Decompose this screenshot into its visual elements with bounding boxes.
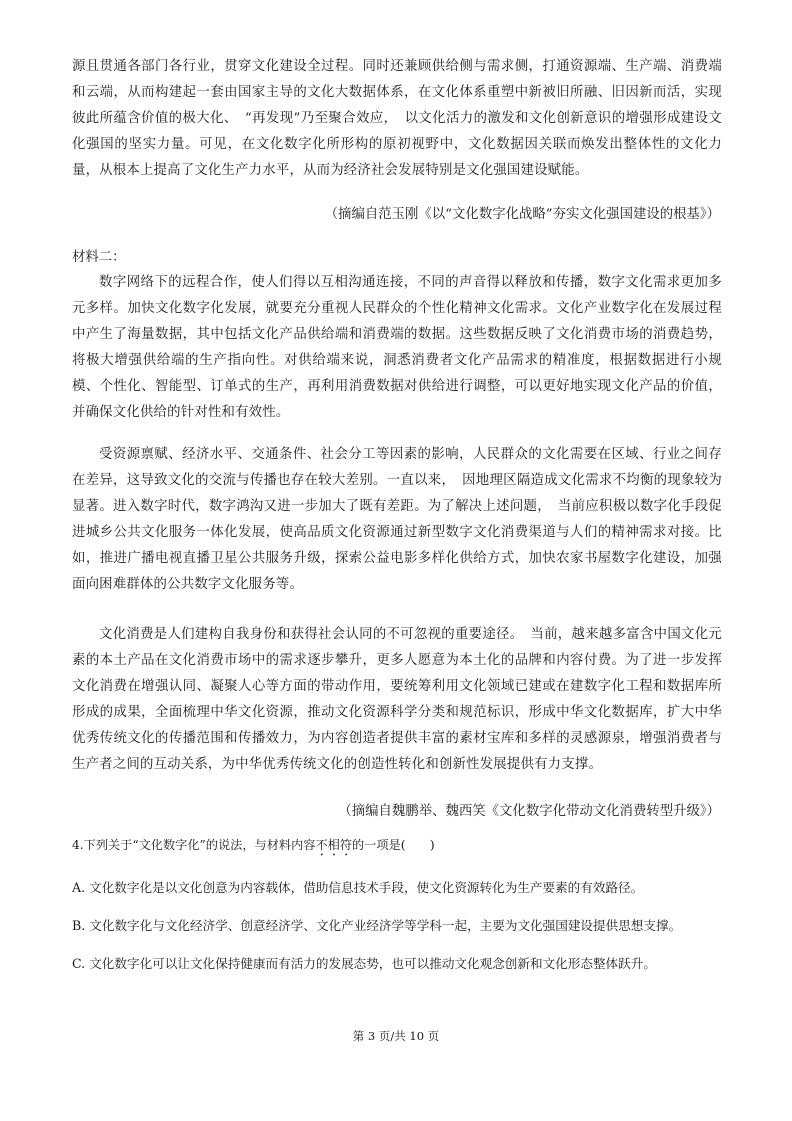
material2-paragraph-2: 受资源禀赋、经济水平、交通条件、社会分工等因素的影响，人民群众的文化需要在区域、行业之间存在差异，这导致文化的交流与传播也存在较大差别。一直以来， 因地理区隔造成文化需求不均衡的现象较为显著。进入数字时代，数字鸿沟又进一步加大了既有差距。为了解决上述问题， 当前应积极以数字化手段促进城乡公共文化服务一体化发展，使高品质文化资源通过新型数字文化消费渠道与人们的精神需求对接。比如，推进广播电视直播卫星公共服务升级，探索公益电影多样化供给方式，加快农家书屋数字化建设，加强面向困难群体的公共数字文化服务等。: [72, 447, 722, 592]
material1-tail-paragraph: 源且贯通各部门各行业，贯穿文化建设全过程。同时还兼顾供给侧与需求侧，打通资源端、生产端、消费端和云端，从而构建起一套由国家主导的文化大数据体系，在文化体系重塑中新被旧所融、旧因新而活，实现彼此所蕴含价值的极大化、 “再发现”乃至聚合效应， 以文化活力的激发和文化创新意识的增强形成建设文化强国的坚实力量。可见，在文化数字化所形构的原初视野中，文化数据因关联而焕发出整体性的文化力量，从根本上提高了文化生产力水平，从而为经济社会发展特别是文化强国建设赋能。: [72, 59, 722, 178]
question-stem-suffix: 的一项是( ): [352, 838, 435, 852]
material2-paragraph-3: 文化消费是人们建构自我身份和获得社会认同的不可忽视的重要途径。 当前，越来越多富含中国文化元素的本土产品在文化消费市场中的需求逐步攀升，更多人愿意为本土化的品牌和内容付费。为了进一步发挥文化消费在增强认同、凝聚人心等方面的带动作用，要统筹利用文化领域已建或在建数字化工程和数据库所形成的成果，全面梳理中华文化资源，推动文化资源科学分类和规范标识，形成中华文化数据库，扩大中华优秀传统文化的传播范围和传播效力，为内容创造者提供丰富的素材宝库和多样的灵感源泉，增强消费者与生产者之间的互动关系，为中华优秀传统文化的创造性转化和创新性发展提供有力支撑。: [72, 627, 722, 772]
option-a[interactable]: A. 文化数字化是以文化创意为内容载体，借助信息技术手段，使文化资源转化为生产要素的有效路径。: [72, 880, 644, 895]
material2-paragraph-1: 数字网络下的远程合作，使人们得以互相沟通连接，不同的声音得以释放和传播，数字文化需求更加多元多样。加快文化数字化发展，就要充分重视人民群众的个性化精神文化需求。文化产业数字化在发展过程中产生了海量数据，其中包括文化产品供给端和消费端的数据。这些数据反映了文化消费市场的消费趋势，将极大增强供给端的生产指向性。对供给端来说，洞悉消费者文化产品需求的精准度，根据数据进行小规模、个性化、智能型、订单式的生产，再利用消费数据对供给进行调整，可以更好地实现文化产品的价值，并确保文化供给的针对性和有效性。: [72, 275, 722, 420]
page-number: 第 3 页/共 10 页: [352, 1029, 440, 1043]
question-stem-prefix: 4.下列关于“文化数字化”的说法，与材料内容: [72, 838, 316, 852]
option-b[interactable]: B. 文化数字化与文化经济学、创意经济学、文化产业经济学等学科一起，主要为文化强国建设提供思想支撑。: [72, 918, 682, 933]
question-stem-emphasis: 不相符: [315, 838, 353, 852]
question-4-stem: [72, 835, 435, 859]
material1-source: （摘编自范玉刚《以“文化数字化战略”夯实文化强国建设的根基》）: [324, 207, 720, 222]
option-c[interactable]: C. 文化数字化可以让文化保持健康而有活力的发展态势，也可以推动文化观念创新和文化形态整体跃升。: [72, 956, 656, 971]
material2-source: （摘编自魏鹏举、魏西笑《文化数字化带动文化消费转型升级》）: [338, 804, 720, 819]
material2-label: 材料二：: [72, 250, 126, 265]
